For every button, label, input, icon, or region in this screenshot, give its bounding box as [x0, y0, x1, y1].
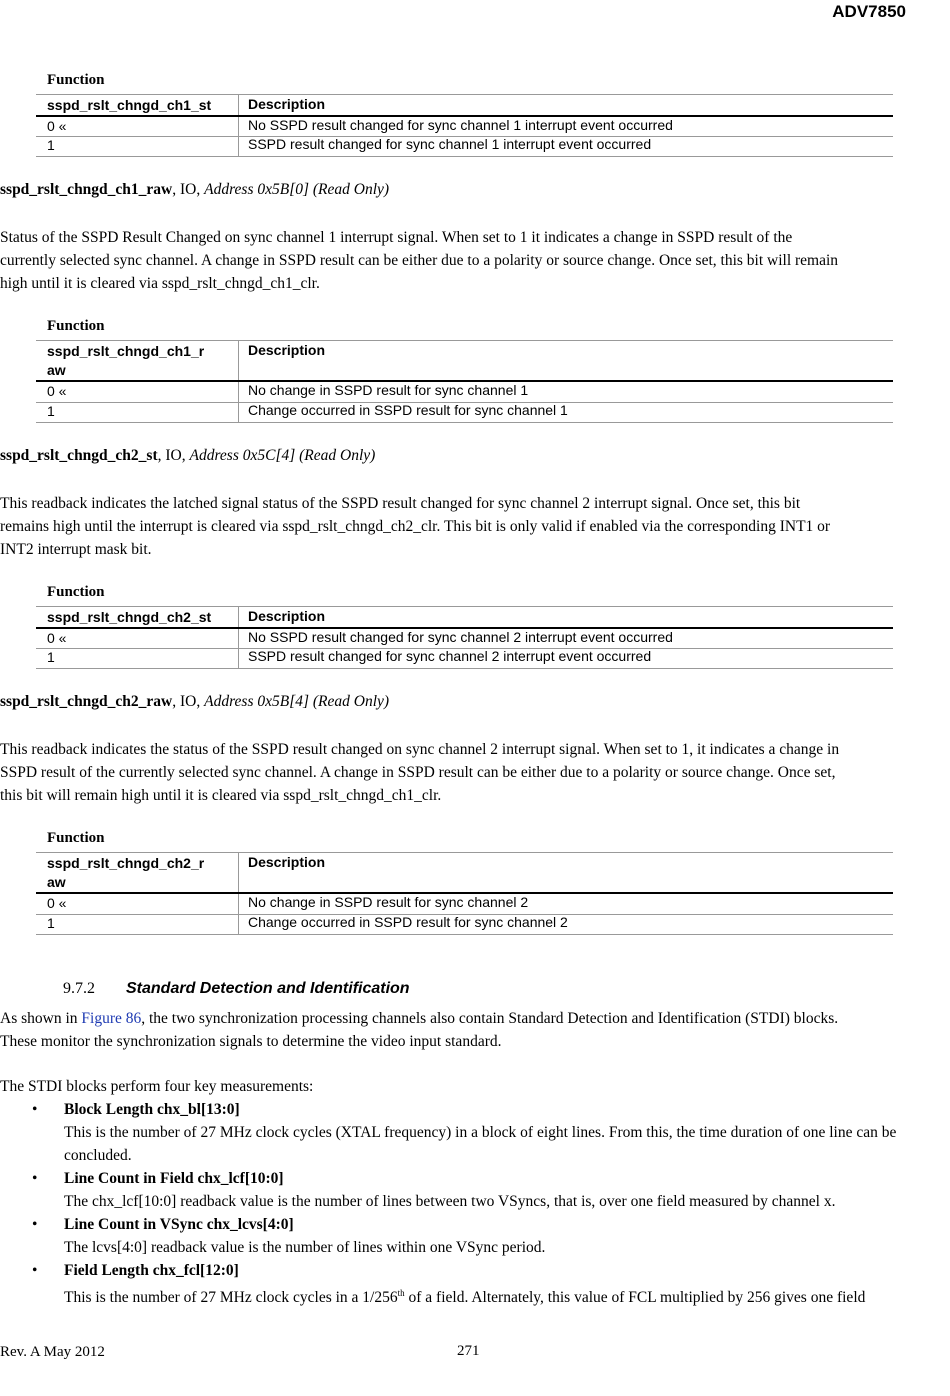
- list-item-text: The chx_lcf[10:0] readback value is the number of lines between two VSyncs, that is, over one field measured by channel x.: [64, 1193, 836, 1210]
- table-cell-value: 0 «: [47, 118, 67, 134]
- section-number: 9.7.2: [63, 980, 95, 997]
- list-item: [0, 1167, 930, 1213]
- list-item-text: This is the number of 27 MHz clock cycles (XTAL frequency) in a block of eight lines. From this, the time duration of one line can be concluded.: [64, 1124, 897, 1164]
- list-item-title: Field Length chx_fcl[12:0]: [64, 1262, 239, 1279]
- table-col1-header: sspd_rslt_chngd_ch1_st: [47, 97, 212, 113]
- figure-86-link[interactable]: Figure 86: [81, 1010, 142, 1027]
- list-item: [0, 1213, 930, 1259]
- table-cell-value: 1: [47, 915, 55, 931]
- table-row: [36, 117, 893, 136]
- bullet-icon: •: [32, 1216, 38, 1233]
- function-table-ch1-raw: [36, 318, 893, 424]
- section-intro: As shown in Figure 86, the two synchronization processing channels also contain Standard Detection and Identification (STDI) blocks. These monitor the synchronization signals to determine the video input standard.: [0, 1010, 839, 1050]
- bullet-icon: •: [32, 1170, 38, 1187]
- table-function-label: Function: [47, 318, 105, 334]
- table-cell-value: 0 «: [47, 630, 67, 646]
- list-item-text: The lcvs[4:0] readback value is the number of lines within one VSync period.: [64, 1239, 546, 1256]
- register-address: Address 0x5B[4] (Read Only): [204, 693, 390, 710]
- function-table-ch2-raw: [36, 830, 893, 936]
- table-cell-description: Change occurred in SSPD result for sync channel 1: [248, 402, 568, 418]
- table-cell-description: No SSPD result changed for sync channel 1 interrupt event occurred: [248, 117, 673, 133]
- table-row: [36, 402, 893, 422]
- table-function-label: Function: [47, 584, 105, 600]
- list-item: [0, 1098, 930, 1167]
- register-description: This readback indicates the latched signal status of the SSPD result changed for sync channel 2 interrupt signal. Once set, this bit remains high until the interrupt is cleared via sspd_rslt_chngd_ch2_clr. This bit is only valid if enabled via the corresponding INT1 or INT2 interrupt mask bit.: [0, 495, 831, 558]
- table-row: [36, 629, 893, 648]
- table-col1-header: sspd_rslt_chngd_ch1_r: [47, 343, 205, 359]
- bullet-icon: •: [32, 1262, 38, 1279]
- table-col2-header: Description: [248, 342, 326, 358]
- list-item-title: Line Count in VSync chx_lcvs[4:0]: [64, 1216, 294, 1233]
- table-cell-description: Change occurred in SSPD result for sync channel 2: [248, 914, 568, 930]
- measurement-list: [0, 1098, 930, 1309]
- register-name: sspd_rslt_chngd_ch2_st: [0, 447, 158, 464]
- table-cell-value: 1: [47, 137, 55, 153]
- table-col2-header: Description: [248, 96, 326, 112]
- register-description: Status of the SSPD Result Changed on sync channel 1 interrupt signal. When set to 1 it indicates a change in SSPD result of the currently selected sync channel. A change in SSPD result can be either due to a polarity or source change. Once set, this bit will remain high until it is cleared via sspd_rslt_chngd_ch1_clr.: [0, 229, 839, 292]
- table-cell-description: SSPD result changed for sync channel 2 interrupt event occurred: [248, 648, 652, 664]
- table-header-row: [36, 606, 893, 627]
- table-row: [36, 136, 893, 156]
- table-cell-value: 1: [47, 403, 55, 419]
- register-title: sspd_rslt_chngd_ch2_raw, IO, Address 0x5B[4] (Read Only): [0, 693, 390, 710]
- table-cell-value: 0 «: [47, 895, 67, 911]
- list-item-title: Line Count in Field chx_lcf[10:0]: [64, 1170, 284, 1187]
- register-name: sspd_rslt_chngd_ch2_raw: [0, 693, 173, 710]
- page-number: 271: [457, 1343, 480, 1359]
- table-col1-header: sspd_rslt_chngd_ch2_r: [47, 855, 205, 871]
- register-address: Address 0x5B[0] (Read Only): [204, 181, 390, 198]
- section-heading: [63, 980, 410, 998]
- table-row: [36, 914, 893, 934]
- register-title: sspd_rslt_chngd_ch2_st, IO, Address 0x5C[4] (Read Only): [0, 447, 376, 464]
- table-function-label: Function: [47, 72, 105, 88]
- table-cell-description: No change in SSPD result for sync channel 1: [248, 382, 529, 398]
- bullet-icon: •: [32, 1101, 38, 1118]
- table-row: [36, 894, 893, 914]
- list-item-title: Block Length chx_bl[13:0]: [64, 1101, 240, 1118]
- register-title: sspd_rslt_chngd_ch1_raw, IO, Address 0x5B[0] (Read Only): [0, 181, 390, 198]
- document-id: ADV7850: [832, 2, 906, 21]
- table-header-row: sspd_rslt_chngd_ch1_r aw Description: [47, 342, 326, 378]
- table-cell-description: No change in SSPD result for sync channel 2: [248, 894, 529, 910]
- footer-revision: Rev. A May 2012: [0, 1344, 105, 1360]
- table-header-row: [36, 94, 893, 115]
- table-col2-header: Description: [248, 854, 326, 870]
- table-row: [36, 382, 893, 402]
- table-header-row: sspd_rslt_chngd_ch2_r aw Description: [47, 854, 326, 890]
- section-title: Standard Detection and Identification: [126, 980, 410, 997]
- table-cell-value: 1: [47, 649, 55, 665]
- table-cell-description: SSPD result changed for sync channel 1 interrupt event occurred: [248, 136, 652, 152]
- table-cell-description: No SSPD result changed for sync channel 2 interrupt event occurred: [248, 629, 673, 645]
- register-name: sspd_rslt_chngd_ch1_raw: [0, 181, 173, 198]
- measurements-lead: The STDI blocks perform four key measurements:: [0, 1078, 314, 1095]
- table-row: [36, 648, 893, 668]
- table-col2-header: Description: [248, 608, 326, 624]
- function-table-ch2-st: [36, 584, 893, 670]
- table-col1-header: sspd_rslt_chngd_ch2_st: [47, 609, 212, 625]
- register-description: This readback indicates the status of the SSPD result changed on sync channel 2 interrupt signal. When set to 1, it indicates a change in SSPD result of the currently selected sync channel. A change in SSPD result can be either due to a polarity or source change. Once set, this bit will remain high until it is cleared via sspd_rslt_chngd_ch1_clr.: [0, 741, 840, 804]
- table-cell-value: 0 «: [47, 383, 67, 399]
- function-table-ch1-st: [36, 72, 893, 158]
- register-address: Address 0x5C[4] (Read Only): [189, 447, 376, 464]
- list-item: [0, 1259, 930, 1309]
- table-function-label: Function: [47, 830, 105, 846]
- list-item-text: This is the number of 27 MHz clock cycles in a 1/256th of a field. Alternately, this value of FCL multiplied by 256 gives one field: [64, 1288, 866, 1307]
